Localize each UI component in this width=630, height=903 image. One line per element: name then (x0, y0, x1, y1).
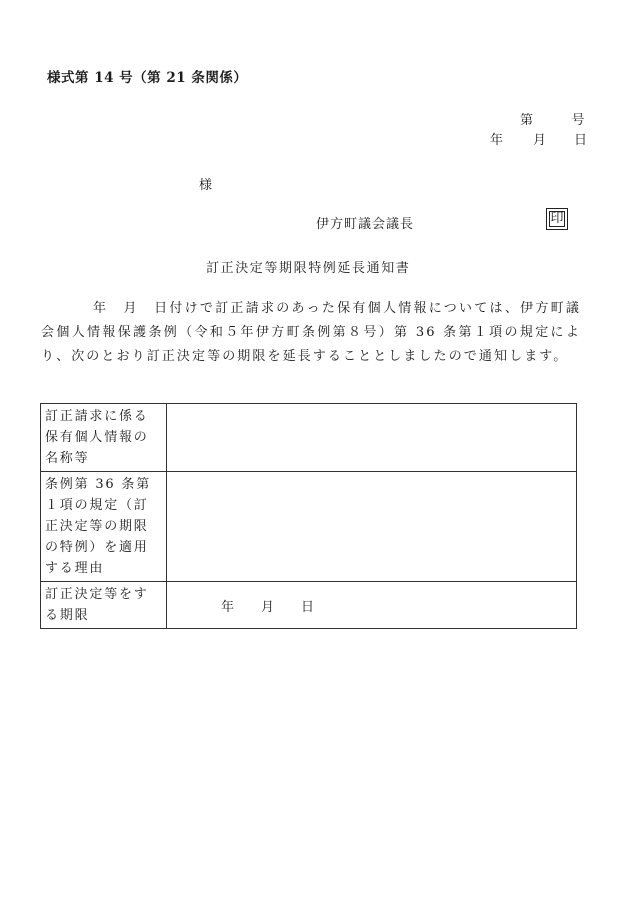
deadline-day: 日 (301, 599, 316, 615)
table-row (41, 404, 577, 472)
seal-label: 印 (550, 211, 564, 226)
issue-date (490, 129, 587, 148)
issue-date-month: 月 (533, 133, 547, 148)
row-label-reason: 条例第 36 条第１項の規定（訂正決定等の期限の特例）を適用する理由 (41, 472, 167, 582)
sender-name: 伊方町議会議長 (316, 217, 415, 232)
deadline-date (221, 596, 315, 615)
issue-date-day: 日 (574, 133, 588, 148)
addressee-honorific: 様 (199, 178, 213, 193)
form-number: 様式第 14 号（第 21 条関係） (47, 70, 248, 86)
document-number-dai: 第 (520, 113, 534, 128)
row-label-deadline: 訂正決定等をする期限 (41, 582, 167, 629)
deadline-month: 月 (261, 599, 276, 615)
deadline-year: 年 (221, 599, 236, 615)
table-row (41, 582, 577, 629)
seal-stamp (546, 208, 568, 230)
document-number (520, 109, 585, 128)
row-value-info-name (167, 404, 577, 472)
issue-date-year: 年 (490, 133, 504, 148)
table-row (41, 472, 577, 582)
row-label-info-name: 訂正請求に係る保有個人情報の名称等 (41, 404, 167, 472)
body-paragraph: 年 月 日付けで訂正請求のあった保有個人情報については、伊方町議会個人情報保護条例（令和５年伊方町条例第８号）第 36 条第１項の規定により、次のとおり訂正決定等の期限を延長することとしましたので通知します。 (41, 301, 581, 364)
row-value-deadline (167, 582, 577, 629)
document-title: 訂正決定等期限特例延長通知書 (206, 261, 411, 276)
row-value-reason (167, 472, 577, 582)
details-table (40, 403, 577, 629)
seal-inner-border (549, 211, 565, 227)
document-number-go: 号 (571, 113, 586, 128)
